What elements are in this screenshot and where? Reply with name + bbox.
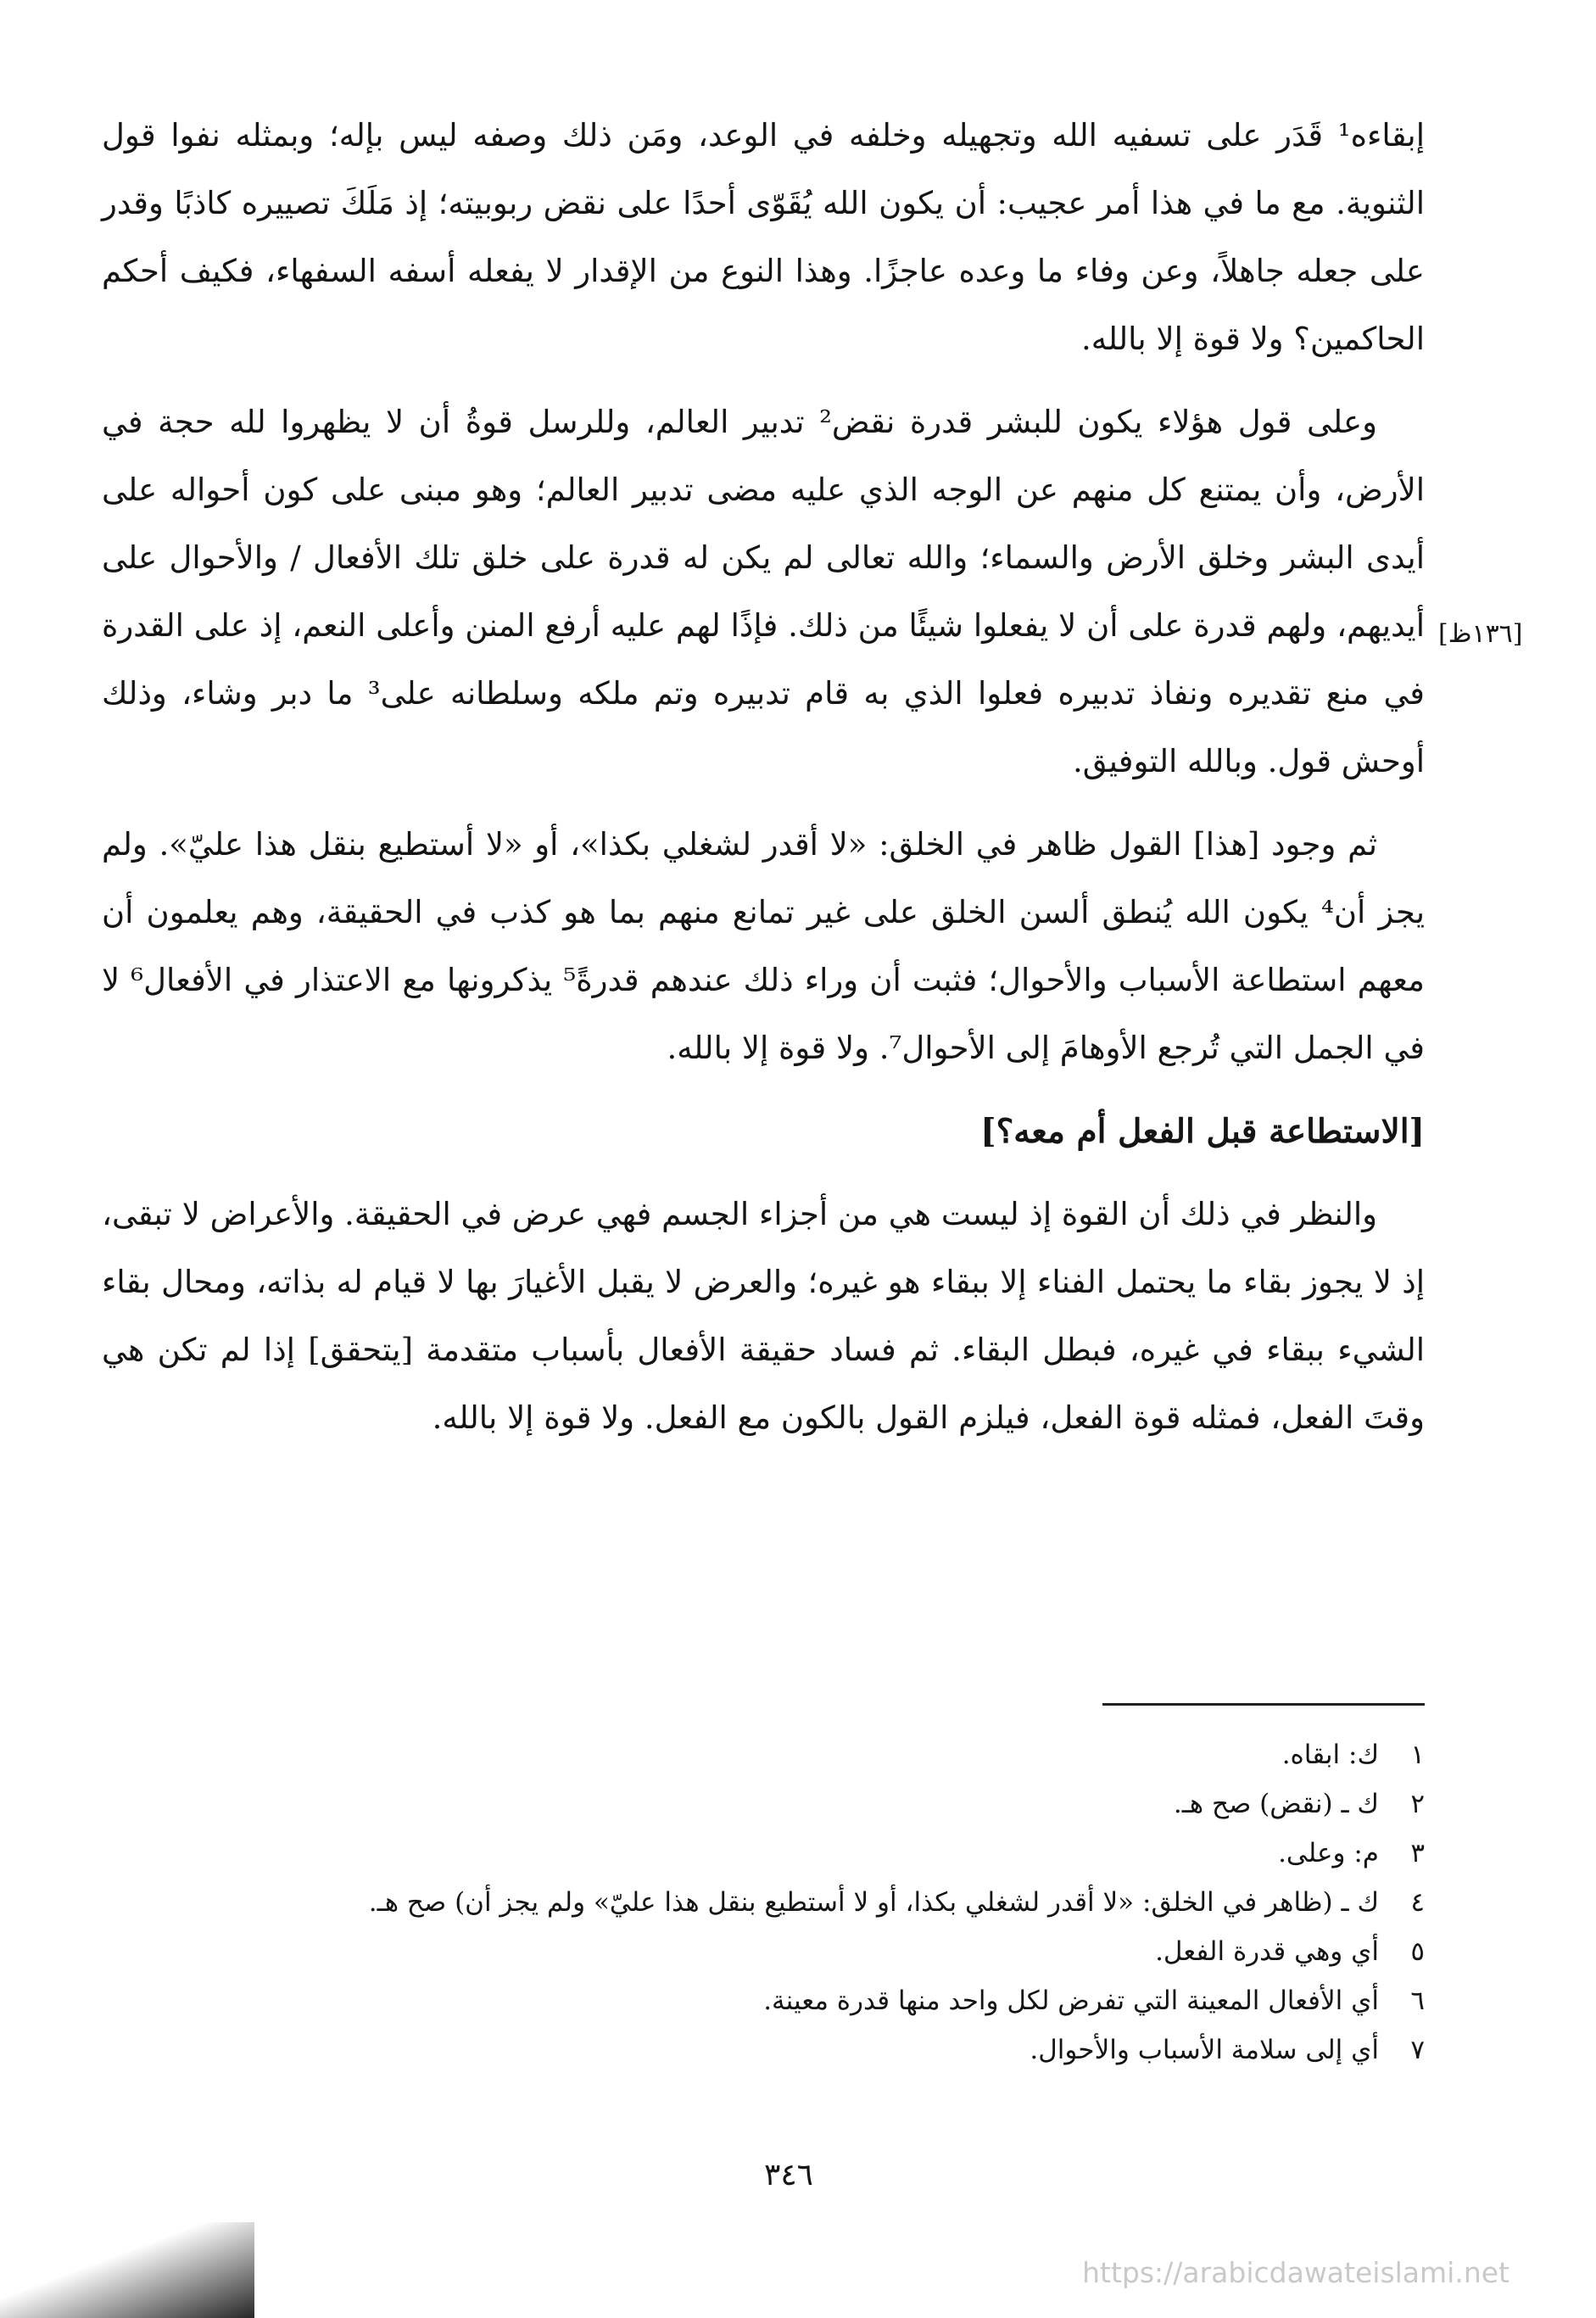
scan-edge-shadow bbox=[0, 2222, 254, 2318]
footnote-text: أي وهي قدرة الفعل. bbox=[1155, 1936, 1379, 1967]
footnotes bbox=[254, 1730, 1425, 2075]
footnote-number: ٢ bbox=[1410, 1789, 1425, 1819]
paragraph-4: والنظر في ذلك أن القوة إذ ليست هي من أجزاء الجسم فهي عرض في الحقيقة. والأعراض لا تبقى، إذ لا يجوز بقاء ما يحتمل الفناء إلا ببقاء هو غيره؛ والعرض لا يقبل الأغيارَ بها لا قيام له بذاته، ومحال بقاء الشيء ببقاء في غيره، فبطل البقاء. ثم فساد حقيقة الأفعال بأسباب متقدمة [يتحقق] إذا لم تكن هي وقتَ الفعل، فمثله قوة الفعل، فيلزم القول بالكون مع الفعل. ولا قوة إلا بالله. bbox=[102, 1196, 1425, 1436]
footnote-item bbox=[254, 2025, 1425, 2075]
paragraph-1: إبقاءه¹ قَدَر على تسفيه الله وتجهيله وخلفه في الوعد، ومَن ذلك وصفه ليس بإله؛ وبمثله نفوا قول الثنوية. مع ما في هذا أمر عجيب: أن يكون الله يُقَوّى أحدًا على نقض ربوبيته؛ إذ مَلَكَ تصييره كاذبًا وقدر على جعله جاهلاً، وعن وفاء ما وعده عاجزًا. وهذا النوع من الإقدار لا يفعله أسفه السفهاء، فكيف أحكم الحاكمين؟ ولا قوة إلا بالله. bbox=[102, 117, 1425, 357]
footnote-separator bbox=[1102, 1703, 1425, 1706]
footnote-text: ك ـ (ظاهر في الخلق: «لا أقدر لشغلي بكذا، أو لا أستطيع بنقل هذا عليّ» ولم يجز أن) صح هـ. bbox=[368, 1887, 1379, 1918]
footnote-text: م: وعلى. bbox=[1278, 1838, 1379, 1868]
footnote-item bbox=[254, 1779, 1425, 1829]
footnote-text: أي الأفعال المعينة التي تفرض لكل واحد منها قدرة معينة. bbox=[763, 1986, 1379, 2016]
manuscript-folio-marker: [١٣٦ظ] bbox=[1438, 619, 1523, 649]
footnote-item bbox=[254, 1730, 1425, 1779]
footnote-text: أي إلى سلامة الأسباب والأحوال. bbox=[1030, 2035, 1379, 2065]
footnote-text: ك ـ (نقض) صح هـ. bbox=[1173, 1789, 1379, 1819]
paragraph-2: وعلى قول هؤلاء يكون للبشر قدرة نقض² تدبير العالم، وللرسل قوةُ أن لا يظهروا لله حجة في الأرض، وأن يمتنع كل منهم عن الوجه الذي عليه مضى تدبير العالم؛ وهو مبنى على كون أحواله على أيدى البشر وخلق الأرض والسماء؛ والله تعالى لم يكن له قدرة على خلق تلك الأفعال / والأحوال على أيديهم، ولهم قدرة على أن لا يفعلوا شيئًا من ذلك. فإذًا لهم عليه أرفع المنن وأعلى النعم، إذ على القدرة في منع تقديره ونفاذ تدبيره فعلوا الذي به قام تدبيره وتم ملكه وسلطانه على³ ما دبر وشاء، وذلك أوحش قول. وبالله التوفيق. bbox=[102, 404, 1425, 779]
footnote-number: ٤ bbox=[1410, 1887, 1425, 1918]
footnote-number: ٦ bbox=[1410, 1986, 1425, 2016]
footnote-number: ٣ bbox=[1410, 1838, 1425, 1868]
footnote-number: ٥ bbox=[1410, 1936, 1425, 1967]
page-number: ٣٤٦ bbox=[763, 2158, 813, 2192]
paragraph-3: ثم وجود [هذا] القول ظاهر في الخلق: «لا أقدر لشغلي بكذا»، أو «لا أستطيع بنقل هذا عليّ». ولم يجز أن⁴ يكون الله يُنطق ألسن الخلق على غير تمانع منهم بما هو كذب في الحقيقة، وهم يعلمون أن معهم استطاعة الأسباب والأحوال؛ فثبت أن وراء ذلك عندهم قدرةً⁵ يذكرونها مع الاعتذار في الأفعال⁶ لا في الجمل التي تُرجع الأوهامَ إلى الأحوال⁷. ولا قوة إلا بالله. bbox=[102, 826, 1426, 1066]
footnote-item bbox=[254, 1878, 1425, 1927]
section-heading: [الاستطاعة قبل الفعل أم معه؟] bbox=[980, 1112, 1425, 1151]
footnote-number: ١ bbox=[1410, 1740, 1425, 1770]
footnote-number: ٧ bbox=[1410, 2035, 1425, 2065]
main-text bbox=[102, 102, 1425, 1452]
footnote-item bbox=[254, 1829, 1425, 1878]
watermark-url: https://arabicdawateislami.net bbox=[1082, 2256, 1510, 2289]
footnote-item bbox=[254, 1927, 1425, 1976]
footnote-item bbox=[254, 1976, 1425, 2025]
footnote-text: ك: ابقاه. bbox=[1281, 1740, 1379, 1770]
